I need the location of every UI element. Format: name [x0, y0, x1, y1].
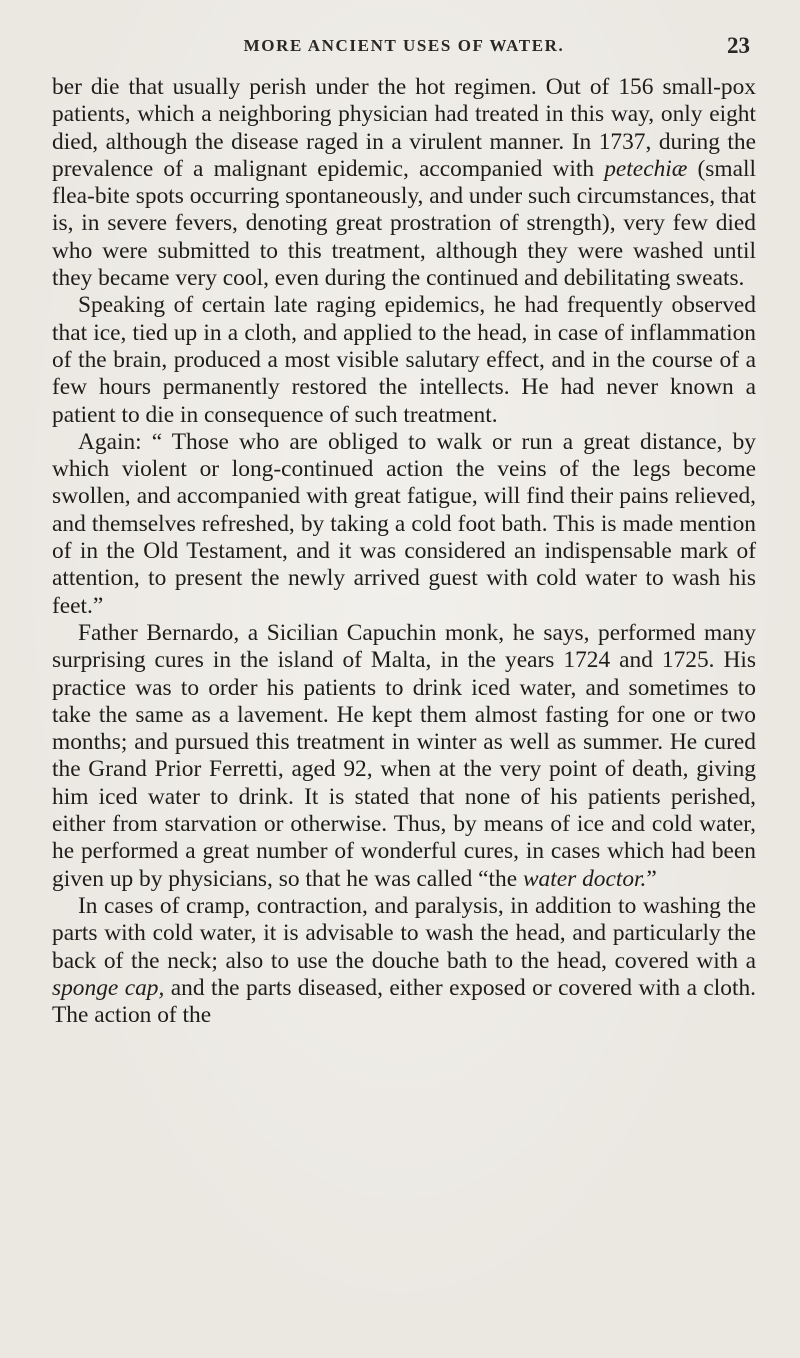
italic-text: sponge cap,: [52, 974, 165, 1001]
paragraph-5: [52, 893, 756, 1029]
text-run: In cases of cramp, contraction, and paralysis, in addition to washing the parts with cold water, it is advisable to wash the head, and particularly the back of the neck; also to use the douche bath to the head, covered with a: [52, 892, 756, 974]
italic-text: water doctor.: [522, 865, 647, 892]
text-run: Again: “ Those who are obliged to walk or run a great distance, by which violent or long-continued action the veins of the legs become swollen, and accompanied with great fatigue, will find their pains relieved, and themselves refreshed, by taking a cold foot bath. This is made mention of in the Old Testament, and it was considered an indispensable mark of attention, to present the newly arrived guest with cold water to wash his feet.”: [52, 428, 756, 619]
page-header: [48, 33, 760, 62]
page-number: 23: [727, 33, 750, 58]
text-run: Father Bernardo, a Sicilian Capuchin monk, he says, performed many surprising cures in the island of Malta, in the years 1724 and 1725. His practice was to order his patients to drink iced water, and sometimes to take the same as a lavement. He kept them almost fasting for one or two months; and pursued this treatment in winter as well as summer. He cured the Grand Prior Ferretti, aged 92, when at the very point of death, giving him iced water to drink. It is stated that none of his patients perished, either from starvation or otherwise. Thus, by means of ice and cold water, he performed a great number of wonderful cures, in cases which had been given up by physicians, so that he was called “the: [52, 619, 756, 892]
text-run: Speaking of certain late raging epidemics, he had frequently observed that ice, tied up in a cloth, and applied to the head, in case of inflammation of the brain, produced a most visible salutary effect, and in the course of a few hours permanently restored the intellects. He had never known a patient to die in consequence of such treatment.: [52, 292, 756, 428]
text-run: (small flea-bite spots occurring spontaneously, and under such circumstances, that is, in severe fevers, denoting great prostration of strength), very few died who were submitted to this treatment, although they were washed until they became very cool, even during the continued and debilitating sweats.: [52, 155, 756, 292]
paragraph-3: [52, 429, 756, 620]
paragraph-1: [52, 74, 756, 292]
body-text: [52, 74, 756, 1029]
paragraph-4: [52, 620, 756, 893]
italic-text: petechiæ: [604, 155, 688, 182]
text-run: ”: [646, 865, 657, 892]
text-run: and the parts diseased, either exposed or covered with a cloth. The action of the: [52, 974, 756, 1029]
text-run: ber die that usually perish under the hot regimen. Out of 156 small-pox patients, which a neighboring physician had treated in this way, only eight died, although the disease raged in a virulent manner. In 1737, during the prevalence of a malignant epidemic, accompanied with: [52, 74, 756, 182]
paragraph-2: [52, 292, 756, 428]
running-head: MORE ANCIENT USES OF WATER.: [243, 36, 565, 55]
